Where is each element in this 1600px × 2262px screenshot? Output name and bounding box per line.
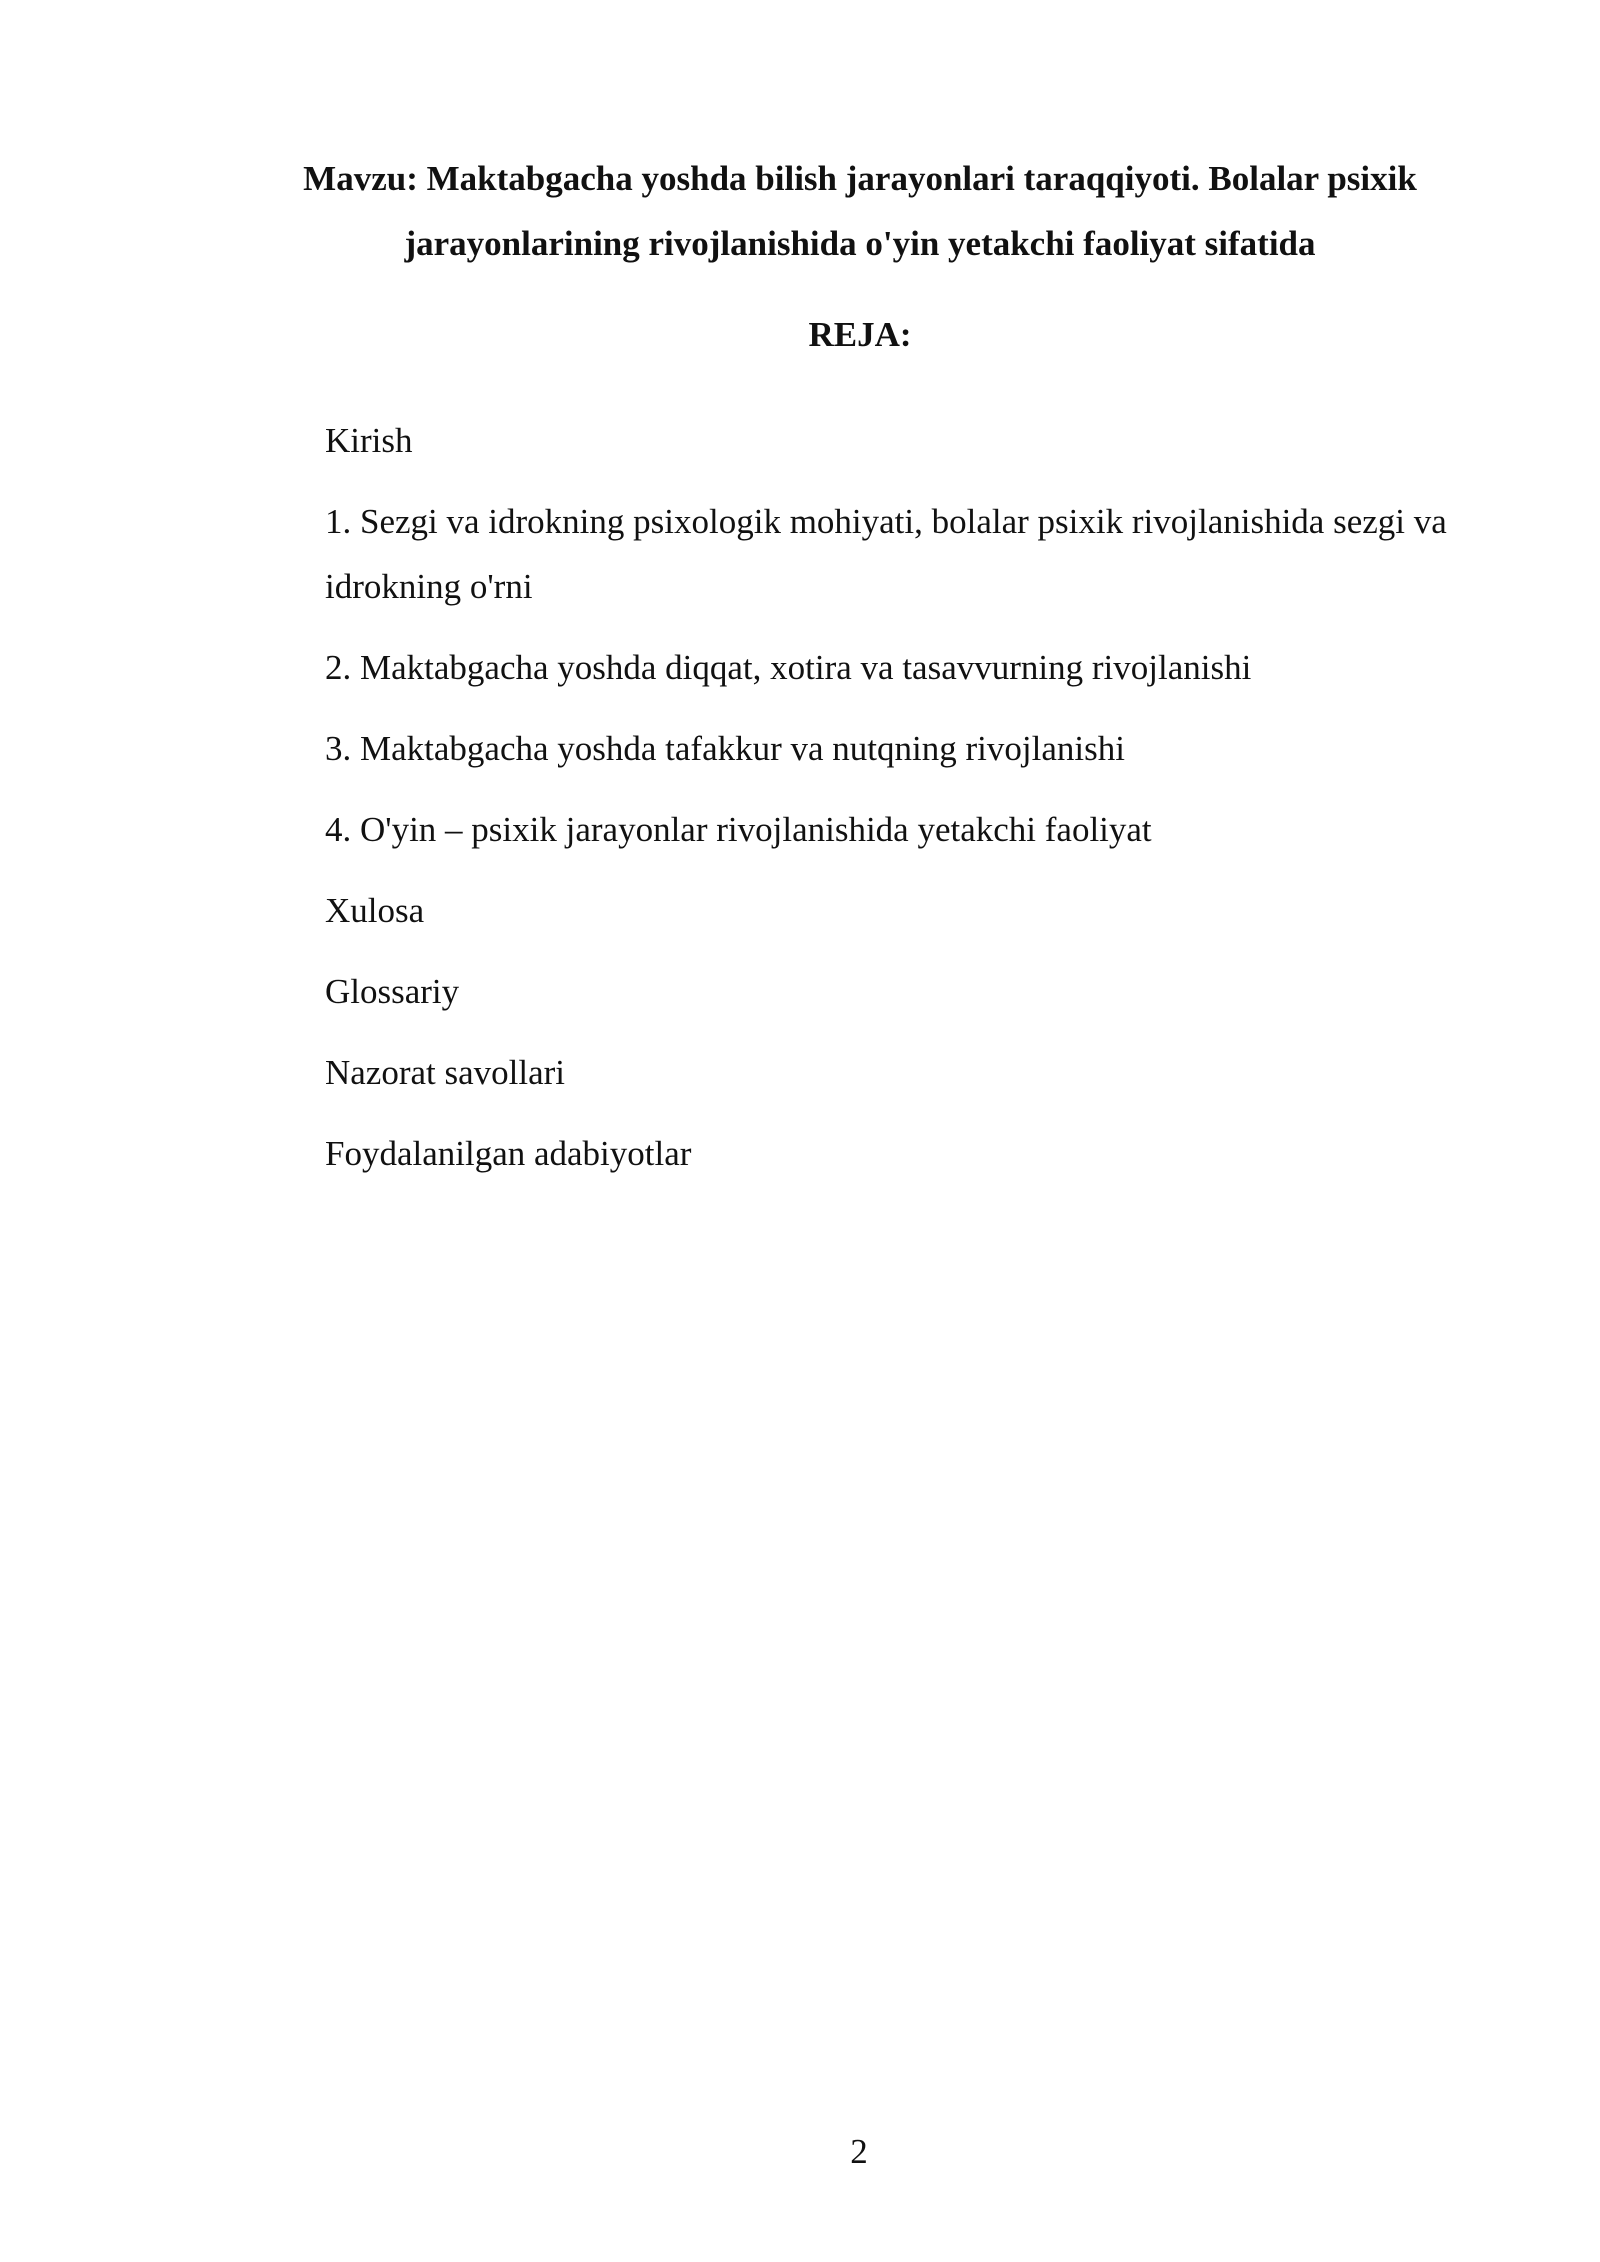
plan-list xyxy=(325,408,1510,1202)
plan-item-review-questions: Nazorat savollari xyxy=(325,1053,566,1092)
plan-item-3: 3. Maktabgacha yoshda tafakkur va nutqning rivojlanishi xyxy=(325,729,1125,768)
plan-item-1: 1. Sezgi va idrokning psixologik mohiyati, bolalar psixik rivojlanishida sezgi va idrokning o'rni xyxy=(325,502,1447,606)
plan-item-conclusion: Xulosa xyxy=(325,891,425,930)
plan-item-2: 2. Maktabgacha yoshda diqqat, xotira va tasavvurning rivojlanishi xyxy=(325,648,1252,687)
plan-heading: REJA: xyxy=(808,315,912,354)
plan-item-glossary: Glossariy xyxy=(325,972,460,1011)
plan-item-4: 4. O'yin – psixik jarayonlar rivojlanishida yetakchi faoliyat xyxy=(325,810,1152,849)
page-number: 2 xyxy=(850,2132,868,2171)
document-title: Mavzu: Maktabgacha yoshda bilish jarayonlari taraqqiyoti. Bolalar psixik jarayonlarining rivojlanishida o'yin yetakchi faoliyat sifatida xyxy=(303,159,1417,263)
plan-item-references: Foydalanilgan adabiyotlar xyxy=(325,1134,692,1173)
plan-item-introduction: Kirish xyxy=(325,421,413,460)
